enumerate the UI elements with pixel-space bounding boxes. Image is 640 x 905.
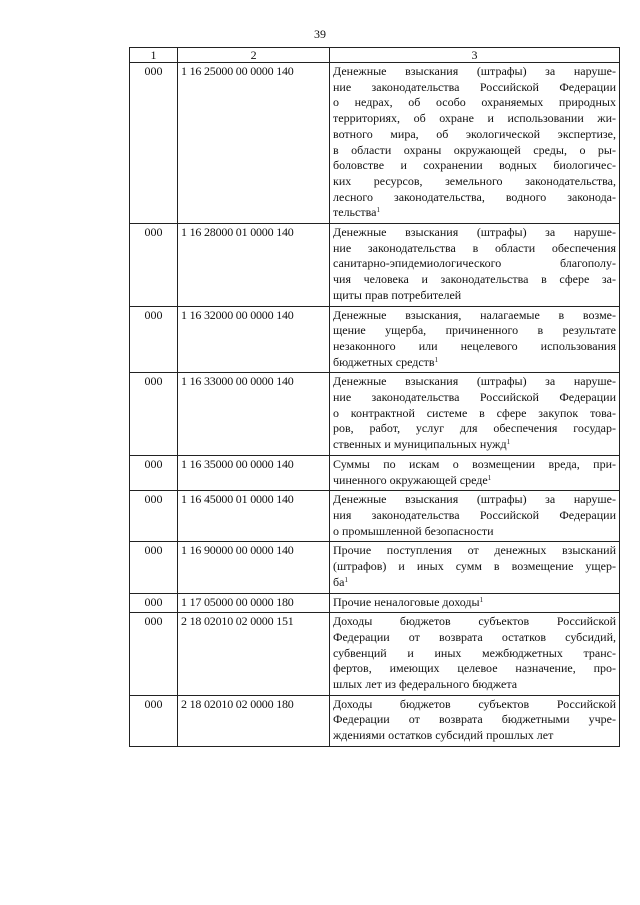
- description-line: [333, 390, 616, 406]
- description-text: незаконного или нецелевого использования: [333, 338, 616, 353]
- description-line: [333, 646, 616, 662]
- description-line: [333, 174, 616, 190]
- description-line: [333, 256, 616, 272]
- footnote-marker: 1: [434, 355, 439, 364]
- income-description-cell: [330, 593, 620, 613]
- budget-classification-code-cell: 1 16 90000 00 0000 140: [178, 542, 330, 593]
- table-header-row: [130, 48, 620, 63]
- description-text: ба: [333, 574, 345, 589]
- table-body: [130, 63, 620, 747]
- budget-classification-code-cell: 2 18 02010 02 0000 151: [178, 613, 330, 696]
- description-line: [333, 457, 616, 473]
- income-description-cell: [330, 306, 620, 373]
- footnote-marker: 1: [479, 595, 484, 604]
- budget-classification-code-cell: 1 16 33000 00 0000 140: [178, 373, 330, 456]
- table-row: [130, 593, 620, 613]
- description-text: боловстве и сохранении водных биологичес-: [333, 158, 616, 173]
- description-text: щение ущерба, причиненного в результате: [333, 323, 616, 338]
- footnote-marker: 1: [487, 473, 492, 482]
- column-header-3: 3: [330, 48, 620, 63]
- table-row: [130, 613, 620, 696]
- description-line: [333, 492, 616, 508]
- footnote-marker: 1: [506, 438, 511, 447]
- description-line: [333, 95, 616, 111]
- description-line: [333, 524, 616, 540]
- admin-code-cell: 000: [130, 613, 178, 696]
- admin-code-cell: 000: [130, 542, 178, 593]
- income-description-cell: [330, 491, 620, 542]
- description-text: Федерации от возврата бюджетными учре-: [333, 712, 616, 727]
- description-line: [333, 374, 616, 390]
- description-text: Денежные взыскания (штрафы) за наруше-: [333, 225, 616, 240]
- table-row: [130, 224, 620, 307]
- description-line: [333, 661, 616, 677]
- footnote-marker: 1: [344, 575, 348, 584]
- income-description-cell: [330, 224, 620, 307]
- description-line: [333, 205, 616, 221]
- description-line: [333, 225, 616, 241]
- admin-code-cell: 000: [130, 695, 178, 746]
- description-text: Прочие неналоговые доходы: [333, 594, 480, 609]
- budget-classification-code-cell: 1 16 35000 00 0000 140: [178, 455, 330, 490]
- description-text: ственных и муниципальных нужд: [333, 437, 507, 452]
- admin-code-cell: 000: [130, 455, 178, 490]
- description-line: [333, 64, 616, 80]
- description-text: ние законодательства Российской Федерации: [333, 390, 616, 405]
- admin-code-cell: 000: [130, 224, 178, 307]
- column-header-1: 1: [130, 48, 178, 63]
- description-text: Суммы по искам о возмещении вреда, при-: [333, 456, 616, 471]
- budget-classification-code-cell: 1 16 45000 01 0000 140: [178, 491, 330, 542]
- admin-code-cell: 000: [130, 306, 178, 373]
- description-text: санитарно-эпидемиологического благополу-: [333, 256, 616, 271]
- description-text: о контрактной системе в сфере закупок това-: [333, 405, 616, 420]
- description-line: [333, 143, 616, 159]
- description-line: [333, 323, 616, 339]
- description-text: Доходы бюджетов субъектов Российской: [333, 614, 616, 629]
- description-line: [333, 421, 616, 437]
- description-line: [333, 308, 616, 324]
- description-line: [333, 339, 616, 355]
- description-line: [333, 127, 616, 143]
- description-text: ких ресурсов, земельного законодательства,: [333, 173, 616, 188]
- description-text: щиты прав потребителей: [333, 287, 462, 302]
- description-line: [333, 508, 616, 524]
- description-line: [333, 595, 616, 611]
- description-text: чиненного окружающей среде: [333, 472, 488, 487]
- description-text: ния законодательства Российской Федерации: [333, 507, 616, 522]
- description-text: Прочие поступления от денежных взысканий: [333, 543, 616, 558]
- income-description-cell: [330, 373, 620, 456]
- description-line: [333, 575, 616, 591]
- description-line: [333, 559, 616, 575]
- description-text: в области охраны окружающей среды, о ры-: [333, 142, 616, 157]
- description-text: бюджетных средств: [333, 354, 435, 369]
- description-text: лесного законодательства, водного законода-: [333, 189, 616, 204]
- column-header-2: 2: [178, 48, 330, 63]
- description-text: чия человека и законодательства в сфере за-: [333, 272, 616, 287]
- table-row: [130, 455, 620, 490]
- description-line: [333, 473, 616, 489]
- description-text: о промышленной безопасности: [333, 523, 494, 538]
- page-number: 39: [314, 27, 326, 41]
- description-line: [333, 697, 616, 713]
- description-line: [333, 437, 616, 453]
- description-line: [333, 677, 616, 693]
- description-line: [333, 728, 616, 744]
- budget-codes-table: [129, 47, 620, 747]
- admin-code-cell: 000: [130, 593, 178, 613]
- description-text: о недрах, об особо охраняемых природных: [333, 95, 616, 110]
- description-line: [333, 630, 616, 646]
- income-description-cell: [330, 455, 620, 490]
- description-text: ждениями остатков субсидий прошлых лет: [333, 728, 554, 743]
- income-description-cell: [330, 695, 620, 746]
- description-line: [333, 614, 616, 630]
- budget-classification-code-cell: 1 17 05000 00 0000 180: [178, 593, 330, 613]
- table-row: [130, 491, 620, 542]
- admin-code-cell: 000: [130, 373, 178, 456]
- description-text: субвенций и иных межбюджетных транс-: [333, 645, 616, 660]
- description-text: вотного мира, об экологической экспертизе,: [333, 126, 616, 141]
- description-line: [333, 111, 616, 127]
- description-line: [333, 80, 616, 96]
- table-row: [130, 373, 620, 456]
- table-row: [130, 695, 620, 746]
- table-row: [130, 63, 620, 224]
- description-text: (штрафов) и иных сумм в возмещение ущер-: [333, 559, 616, 574]
- description-text: Денежные взыскания (штрафы) за наруше-: [333, 374, 616, 389]
- description-text: Денежные взыскания (штрафы) за наруше-: [333, 492, 616, 507]
- income-description-cell: [330, 613, 620, 696]
- description-text: Денежные взыскания, налагаемые в возме-: [333, 307, 616, 322]
- description-text: ние законодательства Российской Федерации: [333, 79, 616, 94]
- description-line: [333, 190, 616, 206]
- description-line: [333, 158, 616, 174]
- admin-code-cell: 000: [130, 63, 178, 224]
- description-line: [333, 241, 616, 257]
- admin-code-cell: 000: [130, 491, 178, 542]
- description-text: шлых лет из федерального бюджета: [333, 677, 518, 692]
- description-line: [333, 355, 616, 371]
- table-row: [130, 542, 620, 593]
- description-text: территориях, об охране и использовании жи-: [333, 111, 616, 126]
- budget-classification-code-cell: 1 16 32000 00 0000 140: [178, 306, 330, 373]
- budget-classification-code-cell: 2 18 02010 02 0000 180: [178, 695, 330, 746]
- description-text: фертов, имеющих целевое назначение, про-: [333, 661, 616, 676]
- table-row: [130, 306, 620, 373]
- description-line: [333, 543, 616, 559]
- description-line: [333, 288, 616, 304]
- budget-classification-code-cell: 1 16 25000 00 0000 140: [178, 63, 330, 224]
- description-text: Денежные взыскания (штрафы) за наруше-: [333, 64, 616, 78]
- description-text: тельства: [333, 205, 377, 220]
- description-text: ров, работ, услуг для обеспечения государ-: [333, 421, 616, 436]
- description-line: [333, 712, 616, 728]
- description-text: Доходы бюджетов субъектов Российской: [333, 696, 616, 711]
- description-text: ние законодательства в области обеспечения: [333, 240, 616, 255]
- income-description-cell: [330, 63, 620, 224]
- description-line: [333, 272, 616, 288]
- description-line: [333, 406, 616, 422]
- income-description-cell: [330, 542, 620, 593]
- description-text: Федерации от возврата остатков субсидий,: [333, 629, 616, 644]
- footnote-marker: 1: [376, 206, 380, 215]
- budget-classification-code-cell: 1 16 28000 01 0000 140: [178, 224, 330, 307]
